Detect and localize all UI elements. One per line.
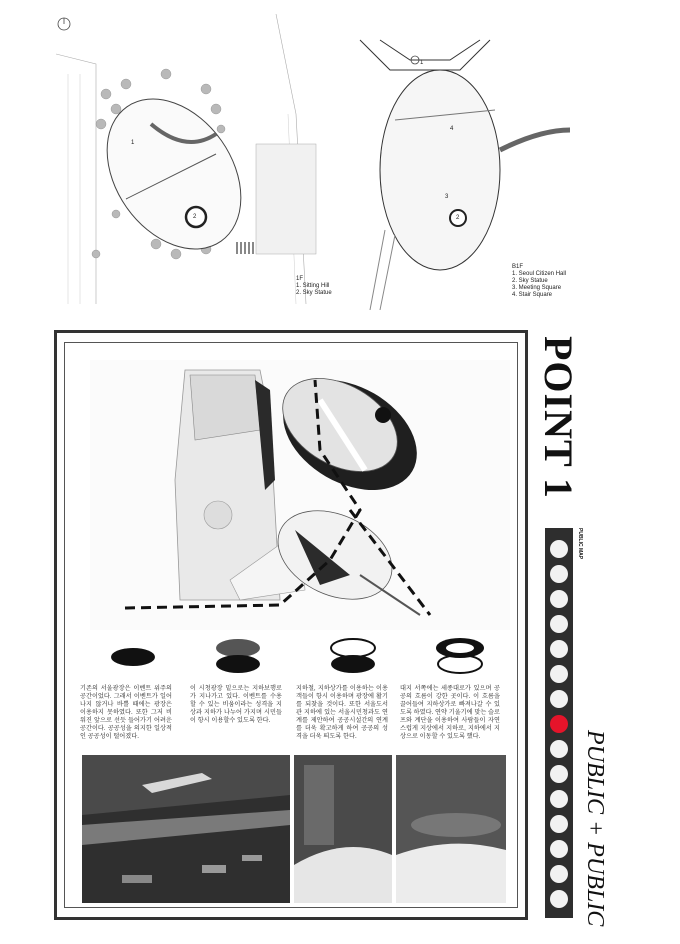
map-dot [550, 565, 568, 583]
map-dot [550, 790, 568, 808]
map-dot [550, 740, 568, 758]
map-dot [550, 615, 568, 633]
map-dot [550, 590, 568, 608]
map-dot [550, 690, 568, 708]
axonometric-drawing [90, 360, 510, 630]
marker-2-b1f: 2 [456, 215, 460, 221]
caption-4: 대지 서쪽에는 세종대로가 있으며 공공의 흐름이 강한 곳이다. 이 흐름을 끌어들여 지하상가로 빠져나갈 수 있도록 하였다. 연약 기울기에 맞는 슬로프와 계단을 이용하여 사람들이 자연스럽게 지상에서 지하로, 지하에서 지상으로 이동할 수 있도록 했다. [400, 685, 500, 740]
caption-2: 이 시청광장 밑으로는 지하보행로가 지나가고 있다. 이벤트를 수용할 수 있는 비움이라는 성격을 지상과 지하가 나누어 가지며 시민들이 항시 이용할수 있도록 한다. [190, 685, 282, 724]
caption-3: 지하철, 지하상가를 이용하는 이용객들이 항시 이용하며 광장에 활기를 되찾을 것이다. 또한 서울도서관 지하에 있는 서울시민청과도 연계를 제안하여 공공시설간의 연계를 더욱 확고하게 하여 공공의 성격을 더욱 띄도록 한다. [296, 685, 388, 740]
map-dot [550, 865, 568, 883]
plan-1f-legend-item: 1. Sitting Hill [296, 283, 330, 289]
plan-b1f-legend-item: 4. Stair Square [512, 292, 553, 298]
active-map-dot [550, 715, 568, 733]
map-dot [550, 890, 568, 908]
plan-1f-legend-item: 2. Sky Statue [296, 290, 332, 296]
plan-b1f-title: B1F [512, 264, 524, 270]
public-map-strip [545, 528, 573, 918]
marker-4-b1f: 4 [450, 126, 454, 132]
map-dot [550, 665, 568, 683]
marker-1-b1f: 1 [420, 60, 424, 66]
plan-b1f-legend-item: 2. Sky Statue [512, 278, 548, 284]
plan-b1f-legend-item: 3. Meeting Square [512, 285, 562, 291]
map-dot [550, 540, 568, 558]
plan-b1f [340, 30, 570, 310]
plan-b1f-legend-item: 1. Seoul Citizen Hall [512, 271, 567, 277]
interior-photo-1 [82, 755, 290, 903]
plan-1f-legend [296, 276, 332, 297]
point-title: POINT 1 [536, 336, 581, 499]
map-dot [550, 815, 568, 833]
marker-2-1f: 2 [193, 214, 197, 220]
plan-1f-drawing [56, 14, 326, 304]
marker-3-b1f: 3 [445, 194, 449, 200]
plan-1f-title: 1F [296, 276, 304, 282]
interior-photo-3 [396, 755, 506, 903]
marker-1-1f: 1 [131, 140, 135, 146]
diagram-1 [108, 642, 158, 672]
diagram-4 [430, 634, 490, 678]
public-title: PUBLIC + PUBLIC [582, 730, 608, 927]
caption-1: 기존의 서울광장은 이벤트 위주의 공간이었다. 그래서 이벤트가 일어나지 않거나 바쁠 때에는 광장은 이용하지 못하였다. 또한 그저 비워진 앞으로 선듯 들어가기 어려운 공간이다. 공공성을 의지한 일상적인 공공성이 떨어졌다. [80, 685, 172, 740]
map-dot [550, 765, 568, 783]
axonometric-model [90, 360, 510, 630]
plan-1f [56, 14, 332, 304]
diagram-3 [325, 634, 381, 678]
interior-photo-2 [294, 755, 392, 903]
map-dot [550, 840, 568, 858]
map-dot [550, 640, 568, 658]
plan-b1f-legend [512, 264, 566, 299]
public-map-label: PUBLIC MAP [577, 528, 583, 560]
diagram-2 [210, 634, 266, 678]
diagram-row [80, 632, 500, 682]
